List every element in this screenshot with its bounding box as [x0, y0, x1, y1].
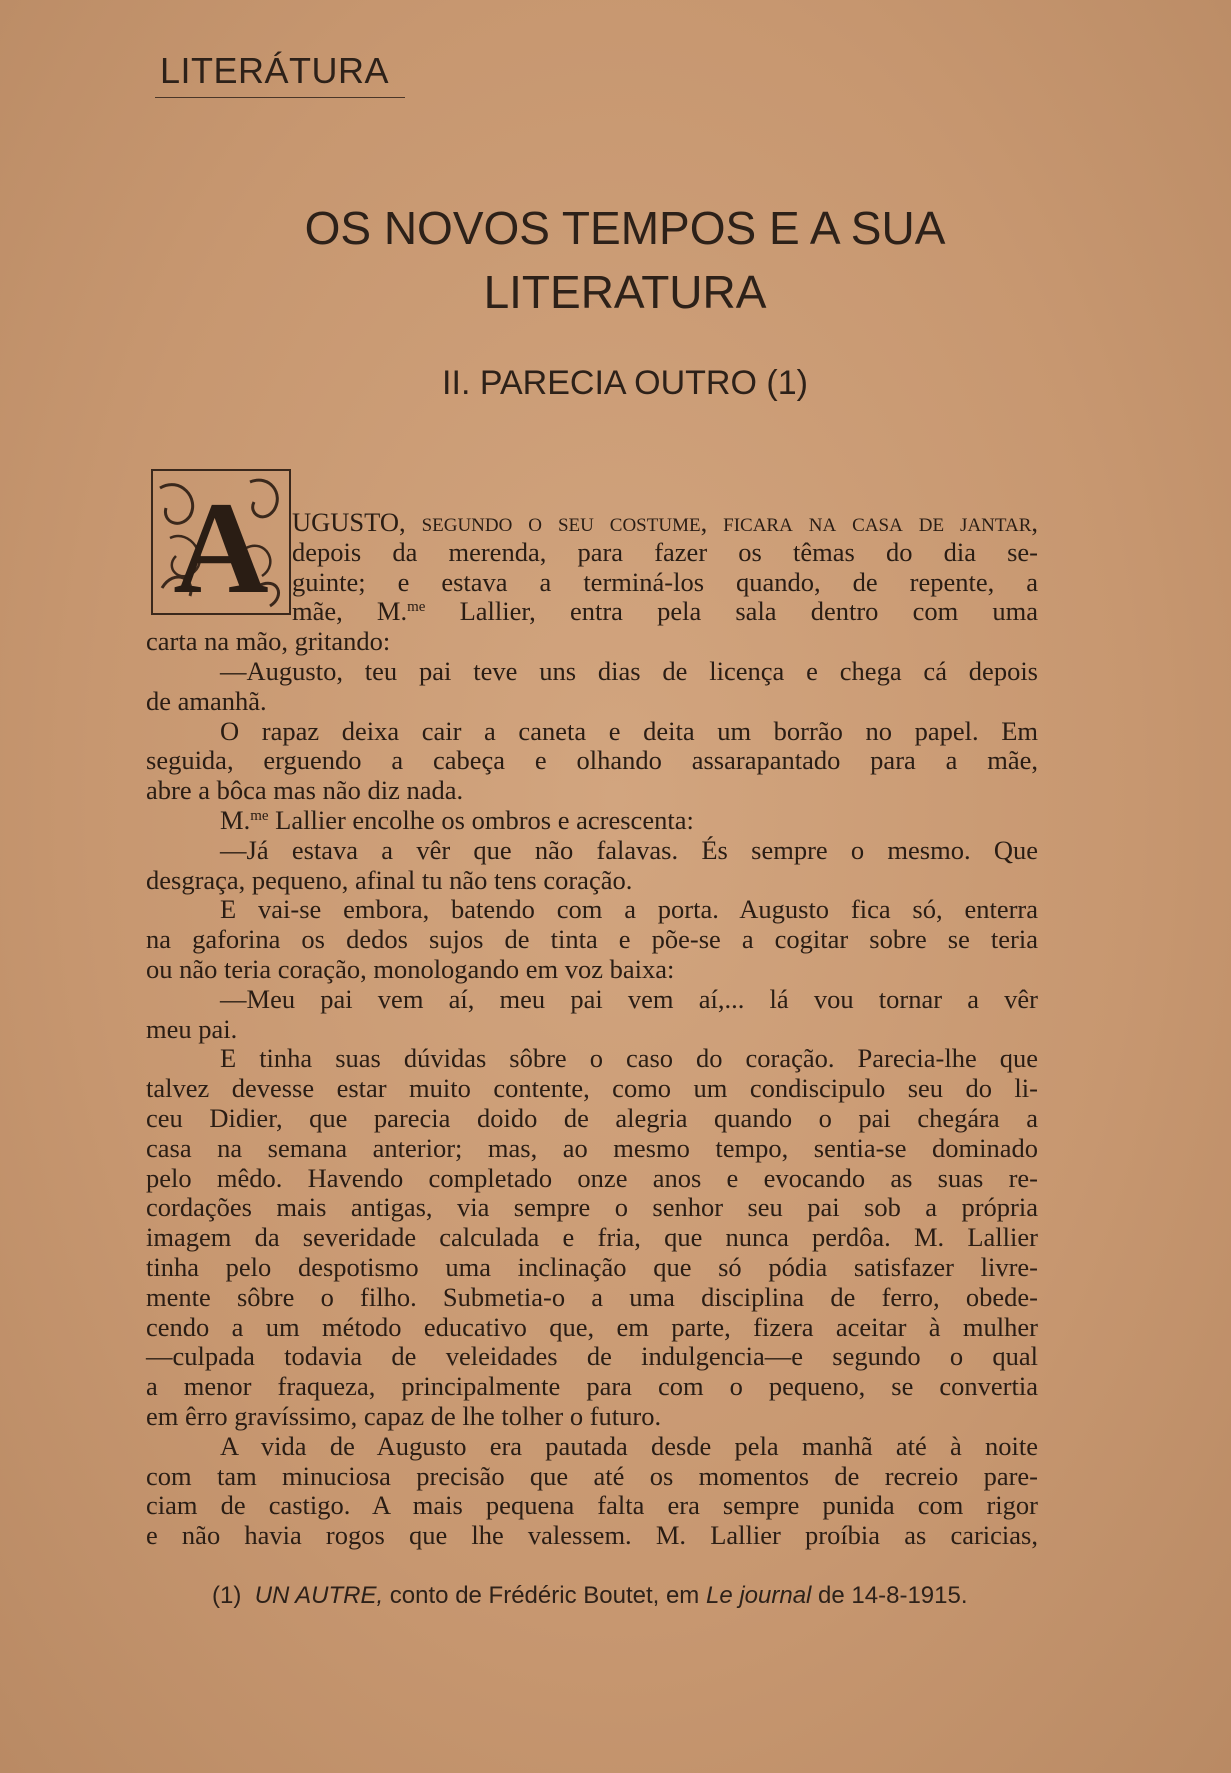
- body-line: com tam minuciosa precisão que até os momentos de recreio pare-: [146, 1460, 1038, 1491]
- subtitle-text: II. PARECIA OUTRO: [442, 364, 757, 402]
- body-line: de amanhã.: [146, 685, 267, 716]
- body-line: e não havia rogos que lhe valessem. M. Lallier proíbia as caricias,: [146, 1520, 1038, 1551]
- body-line: pelo mêdo. Havendo completado onze anos e evocando as suas re-: [146, 1162, 1038, 1193]
- body-line: —Augusto, teu pai teve uns dias de licença e chega cá depois: [220, 655, 1038, 686]
- section-header: LITERÁTURA: [160, 50, 390, 91]
- body-line: ou não teria coração, monologando em voz baixa:: [146, 953, 675, 984]
- body-line: carta na mão, gritando:: [146, 626, 391, 657]
- article-title: [150, 196, 1100, 324]
- title-line-1: OS NOVOS TEMPOS E A SUA: [304, 202, 946, 254]
- body-line: desgraça, pequeno, afinal tu não tens coração.: [146, 864, 633, 895]
- dropcap-letter: A: [173, 474, 269, 616]
- footnote-text-1: conto de Frédéric Boutet, em: [383, 1582, 706, 1609]
- body-line: O rapaz deixa cair a caneta e deita um borrão no papel. Em: [220, 715, 1038, 746]
- body-line: guinte; e estava a terminá-los quando, de repente, a: [292, 566, 1038, 597]
- body-line: seguida, erguendo a cabeça e olhando assarapantado para a mãe,: [146, 745, 1038, 776]
- body-line: em êrro gravíssimo, capaz de lhe tolher o futuro.: [146, 1400, 662, 1431]
- body-line: mente sôbre o filho. Submetia-o a uma disciplina de ferro, obede-: [146, 1281, 1038, 1312]
- body-line: imagem da severidade calculada e fria, que nunca perdôa. M. Lallier: [146, 1222, 1038, 1253]
- body-line: ciam de castigo. A mais pequena falta era sempre punida com rigor: [146, 1490, 1038, 1521]
- body-line: tinha pelo despotismo uma inclinação que só pódia satisfazer livre-: [146, 1251, 1038, 1282]
- body-line: na gaforina os dedos sujos de tinta e põe-se a cogitar sobre se teria: [146, 924, 1038, 955]
- body-line: M.$^{me}$ Lallier encolhe os ombros e acrescenta:: [220, 804, 694, 835]
- footnote-work-title: UN AUTRE,: [254, 1582, 384, 1609]
- body-line: E vai-se embora, batendo com a porta. Augusto fica só, enterra: [220, 894, 1038, 925]
- body-line: talvez devesse estar muito contente, como um condiscipulo seu do li-: [146, 1073, 1038, 1104]
- body-line: a menor fraqueza, principalmente para com o pequeno, se convertia: [146, 1371, 1038, 1402]
- subtitle-note-marker: (1): [766, 364, 808, 402]
- body-line: —culpada todavia de veleidades de indulgencia—e segundo o qual: [146, 1341, 1038, 1372]
- footnote-journal: Le journal: [705, 1582, 812, 1609]
- title-line-2: LITERATURA: [483, 266, 767, 318]
- article-subtitle: [150, 364, 1100, 403]
- body-line: A vida de Augusto era pautada desde pela manhã até à noite: [220, 1430, 1038, 1461]
- footnote-marker: (1): [212, 1582, 242, 1609]
- body-line: cendo a um método educativo que, em parte, fizera aceitar à mulher: [146, 1311, 1038, 1342]
- body-line: meu pai.: [146, 1013, 238, 1044]
- body-line: UGUSTO, segundo o seu costume, ficara na casa de jantar,: [292, 507, 1038, 537]
- body-line: —Meu pai vem aí, meu pai vem aí,... lá vou tornar a vêr: [220, 983, 1038, 1014]
- footnote-text-2: de 14-8-1915.: [811, 1582, 968, 1609]
- body-line: E tinha suas dúvidas sôbre o caso do coração. Parecia-lhe que: [220, 1043, 1038, 1074]
- body-line: abre a bôca mas não diz nada.: [146, 775, 464, 806]
- body-line: mãe, M.$^{me}$ Lallier, entra pela sala dentro com uma: [292, 596, 1038, 627]
- body-line: cordações mais antigas, via sempre o senhor seu pai sob a própria: [146, 1192, 1038, 1223]
- body-line: casa na semana anterior; mas, ao mesmo tempo, sentia-se dominado: [146, 1132, 1038, 1163]
- article-body: [146, 508, 1038, 1551]
- footnote: [212, 1582, 968, 1610]
- body-line: —Já estava a vêr que não falavas. És sempre o mesmo. Que: [220, 834, 1038, 865]
- header-rule: [155, 97, 405, 98]
- body-line: ceu Didier, que parecia doido de alegria quando o pai chegára a: [146, 1102, 1038, 1133]
- body-line: depois da merenda, para fazer os têmas do dia se-: [292, 536, 1038, 567]
